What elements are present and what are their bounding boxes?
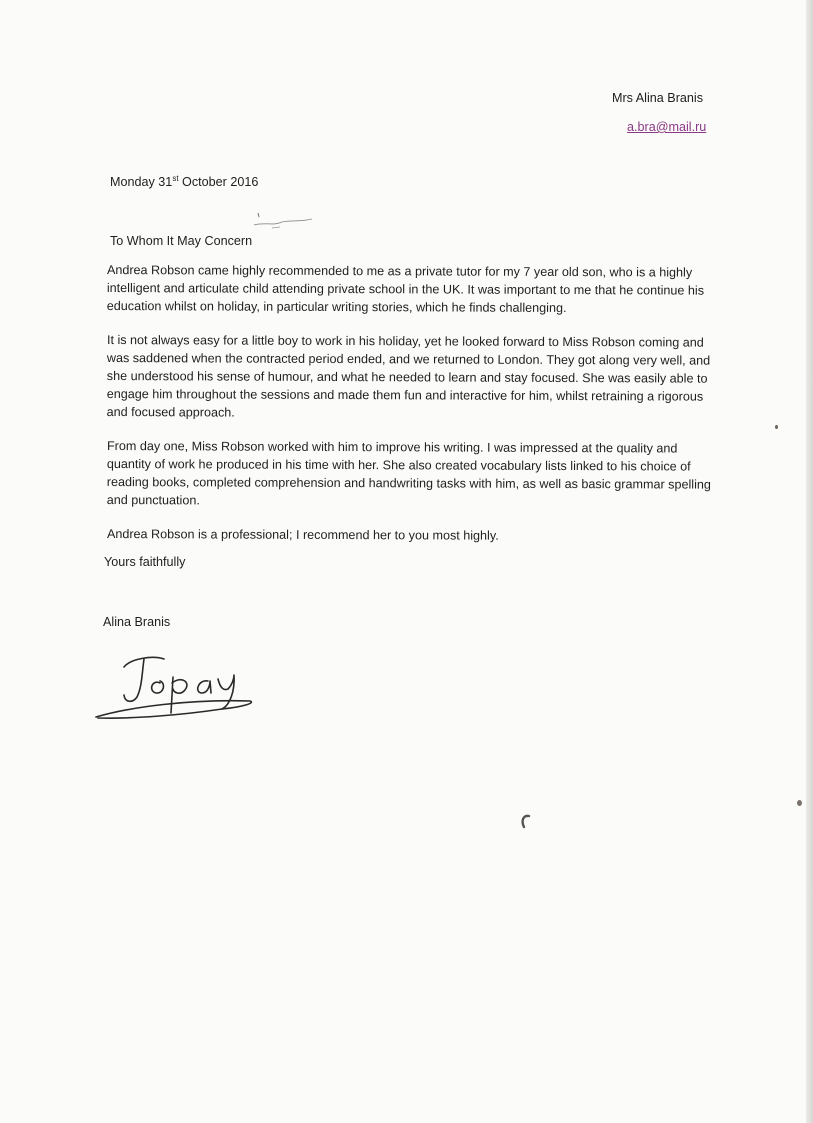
paper-speck [797, 800, 802, 806]
sender-name: Mrs Alina Branis [612, 91, 703, 105]
date-ordinal: st [172, 174, 179, 183]
letter-date [110, 173, 258, 191]
paper-edge [806, 0, 813, 1123]
paper-speck [775, 425, 778, 429]
signer-name: Alina Branis [103, 615, 171, 629]
handwritten-signature-icon [90, 645, 265, 730]
date-day: Monday 31 [110, 175, 173, 189]
sender-email-link[interactable]: a.bra@mail.ru [627, 120, 707, 134]
body-paragraph-1: Andrea Robson came highly recommended to me as a private tutor for my 7 year old son, who is a highly intelligent and articulate child attending private school in the UK. It was important to me that he continue his education whilst on holiday, in particular writing stories, which he finds challenging. [106, 262, 705, 316]
body-paragraph-3: From day one, Miss Robson worked with him to improve his writing. I was impressed at the quality and quantity of work he produced in his time with her. She also created vocabulary lists linked to his choice of reading books, completed comprehension and handwriting tasks with him, as well as basic grammar spelling and punctuation. [106, 438, 711, 508]
body-paragraph-2: It is not always easy for a little boy to work in his holiday, yet he looked forward to Miss Robson coming and was saddened when the contracted period ended, and we returned to London. They got along very well, and she understood his sense of humour, and what he needed to learn and stay focused. She was easily able to engage him throughout the sessions and made them fun and interactive for him, whilst retraining a rigorous and focused approach. [106, 332, 711, 420]
body-paragraph-4: Andrea Robson is a professional; I recommend her to you most highly. [106, 527, 499, 543]
closing: Yours faithfully [104, 555, 186, 569]
salutation: To Whom It May Concern [110, 234, 253, 248]
paper-mark-icon [519, 812, 533, 832]
date-month-year: October 2016 [178, 175, 259, 189]
pen-mark-icon [250, 205, 330, 235]
